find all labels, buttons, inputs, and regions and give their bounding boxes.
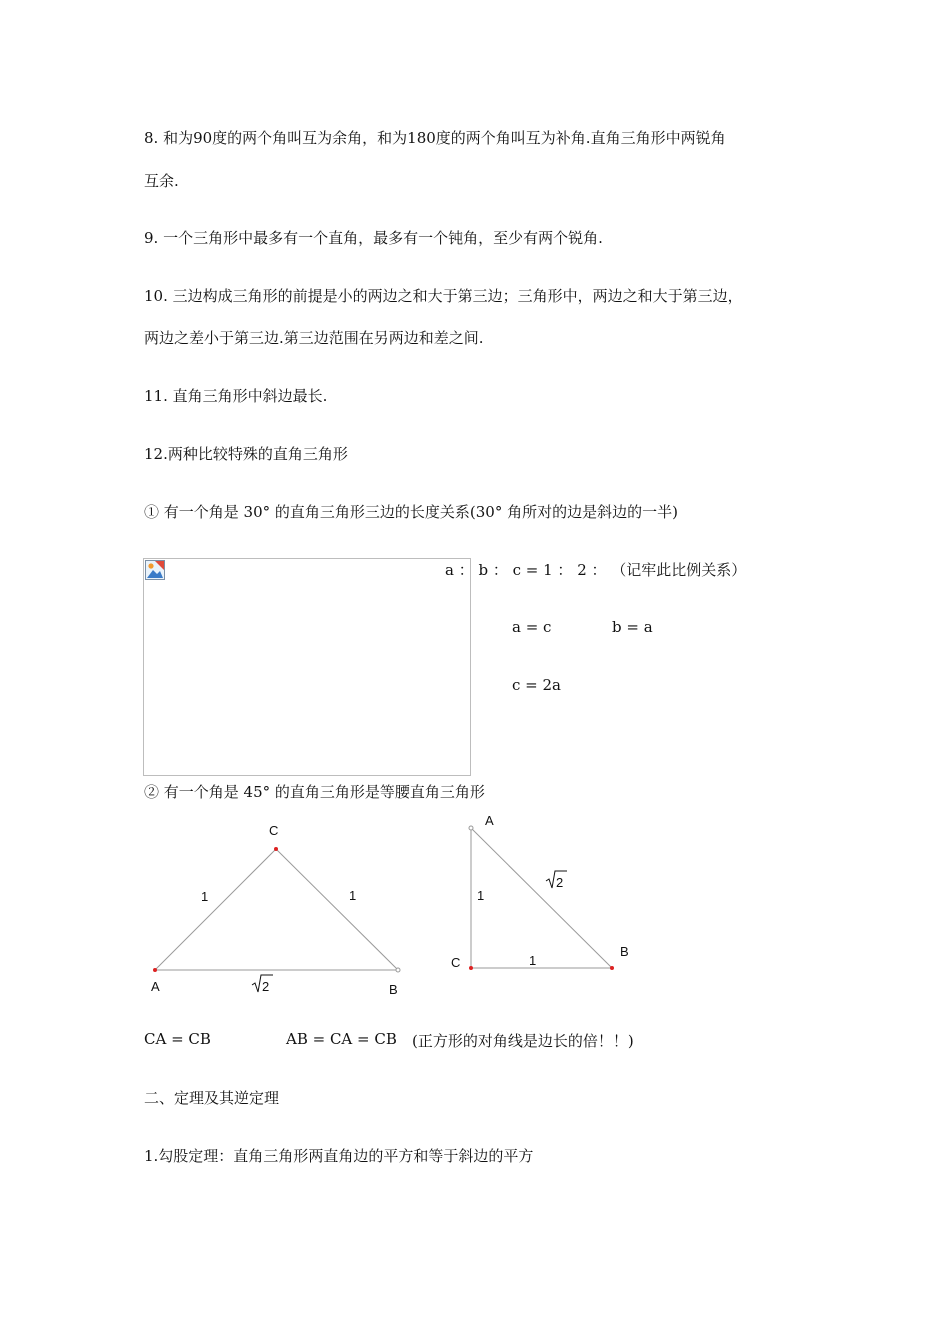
missing-image-placeholder <box>143 558 471 776</box>
broken-image-icon <box>145 560 165 580</box>
vertex-a-label: A <box>485 813 494 828</box>
item-10-line-2: 两边之差小于第三边.第三边范围在另两边和差之间. <box>144 329 484 347</box>
side-ca-line <box>155 849 276 970</box>
formula-ab: AB = CA = CB <box>286 1030 397 1048</box>
isosceles-triangle-figure <box>140 815 420 1005</box>
item-9: 9. 一个三角形中最多有一个直角，最多有一个钝角，至少有两个锐角. <box>144 229 603 247</box>
side-ab-label: 2 <box>556 875 564 890</box>
item-10-line-1: 10. 三边构成三角形的前提是小的两边之和大于第三边；三角形中，两边之和大于第三边， <box>144 287 743 305</box>
side-ab-line <box>471 828 612 968</box>
section-2-heading: 二、定理及其逆定理 <box>144 1089 280 1107</box>
vertex-a-label: A <box>151 979 160 994</box>
item-8-line-2: 互余. <box>144 172 179 190</box>
side-ab-label: 2 <box>262 979 270 994</box>
sub-item-30-degree: ① 有一个角是 30° 的直角三角形三边的长度关系(30° 角所对的边是斜边的一半) <box>144 503 678 521</box>
item-8-line-1: 8. 和为90度的两个角叫互为余角，和为180度的两个角叫互为补角.直角三角形中两锐角 <box>144 129 726 147</box>
vertex-b-point <box>610 966 614 970</box>
vertex-b-label: B <box>389 982 398 997</box>
vertex-b-point <box>396 968 400 972</box>
formula-note: (正方形的对角线是边长的倍！！) <box>412 1032 634 1050</box>
vertex-a-point <box>153 968 157 972</box>
side-cb-label: 1 <box>349 888 357 903</box>
right-triangle-figure <box>440 810 640 990</box>
side-cb-line <box>276 849 398 970</box>
item-12-heading: 12.两种比较特殊的直角三角形 <box>144 445 348 463</box>
formula-ca-cb: CA = CB <box>144 1030 211 1048</box>
side-ca-label: 1 <box>201 889 209 904</box>
equation-c: c = 2a <box>512 676 561 694</box>
ratio-text: a ： b ： c = 1 ： 2 ： （记牢此比例关系） <box>445 561 747 579</box>
vertex-c-point <box>469 966 473 970</box>
vertex-b-label: B <box>620 944 629 959</box>
vertex-a-point <box>469 826 473 830</box>
equation-a: a = c <box>512 618 552 636</box>
vertex-c-point <box>274 847 278 851</box>
equation-b: b = a <box>612 618 653 636</box>
sub-item-45-degree: ② 有一个角是 45° 的直角三角形是等腰直角三角形 <box>144 783 485 801</box>
vertex-c-label: C <box>269 823 279 838</box>
side-ca-label: 1 <box>477 888 485 903</box>
vertex-c-label: C <box>451 955 461 970</box>
item-11: 11. 直角三角形中斜边最长. <box>144 387 328 405</box>
side-cb-label: 1 <box>529 953 537 968</box>
theorem-1: 1.勾股定理：直角三角形两直角边的平方和等于斜边的平方 <box>144 1147 534 1165</box>
